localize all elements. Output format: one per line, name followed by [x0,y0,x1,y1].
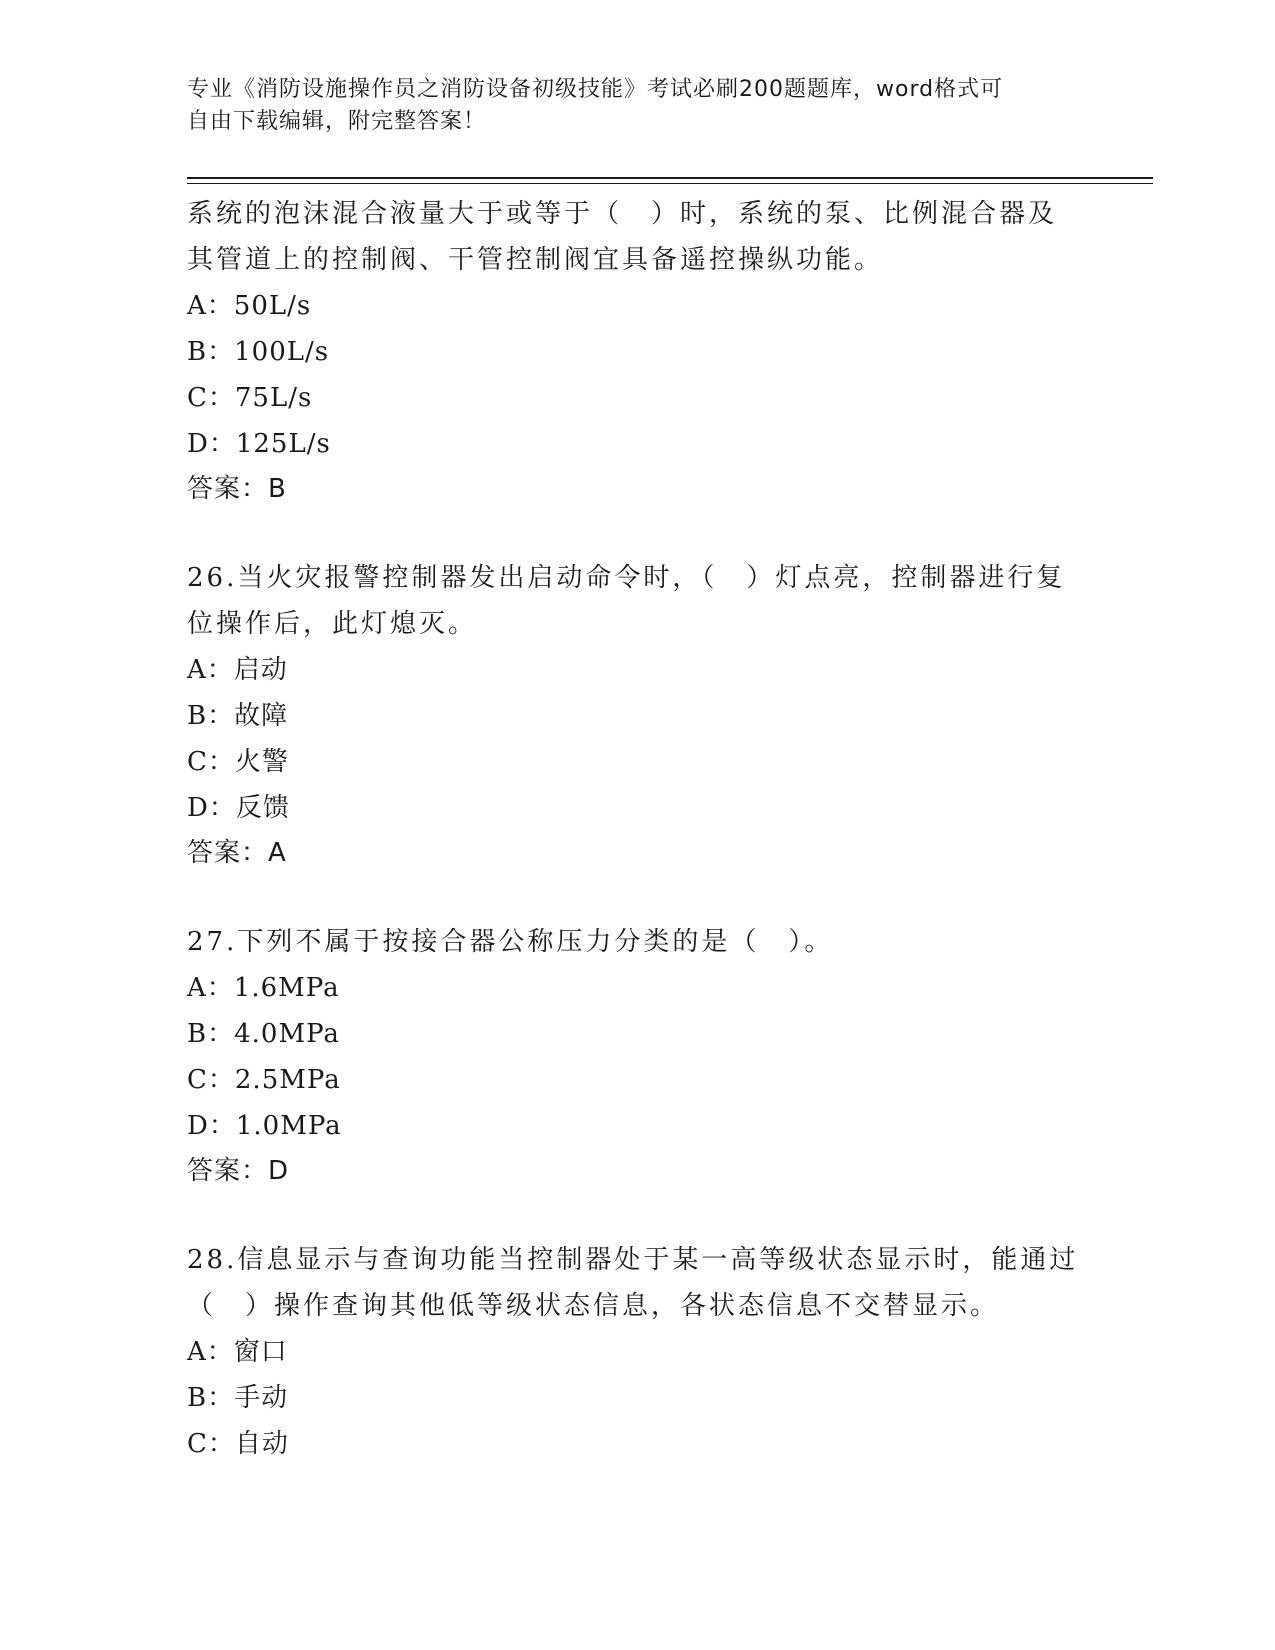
option-d: D：1.0MPa [187,1111,342,1141]
option-a: A：50L/s [187,291,312,321]
answer-text: 答案：D [187,1156,290,1186]
option-b: B：手动 [187,1383,289,1413]
option-c: C：75L/s [187,383,313,413]
option-c: C：火警 [187,747,289,777]
option-c: C：自动 [187,1429,289,1459]
question-block [187,191,1087,511]
option-d: D：125L/s [187,429,331,459]
question-block [187,919,1087,1193]
question-list [187,191,1087,1467]
option-b: B：故障 [187,701,289,731]
answer-text: 答案：B [187,474,287,504]
question-text-line: 28.信息显示与查询功能当控制器处于某一高等级状态显示时，能通过 [187,1245,1079,1275]
spacer [187,1193,1087,1237]
option-c: C：2.5MPa [187,1065,341,1095]
question-block [187,555,1087,875]
answer-text: 答案：A [187,838,287,868]
header-divider-thin [187,183,1153,184]
question-text-line: 位操作后，此灯熄灭。 [187,609,478,639]
option-b: B：4.0MPa [187,1019,340,1049]
option-a: A：1.6MPa [187,973,340,1003]
header-divider-thick [187,177,1153,179]
question-block [187,1237,1087,1467]
option-a: A：窗口 [187,1337,288,1367]
question-text-line: 27.下列不属于按接合器公称压力分类的是（ ）。 [187,927,834,957]
question-text-line: 系统的泡沫混合液量大于或等于（ ）时，系统的泵、比例混合器及 [187,199,1058,229]
option-a: A：启动 [187,655,288,685]
option-b: B：100L/s [187,337,330,367]
header-line-2: 自由下载编辑，附完整答案！ [187,109,487,134]
question-text-line: （ ）操作查询其他低等级状态信息，各状态信息不交替显示。 [187,1291,1000,1321]
question-text-line: 26.当火灾报警控制器发出启动命令时，（ ）灯点亮，控制器进行复 [187,563,1066,593]
header-line-1: 专业《消防设施操作员之消防设备初级技能》考试必刷200题题库，word格式可 [187,77,1004,102]
option-d: D：反馈 [187,793,290,823]
spacer [187,511,1087,555]
spacer [187,875,1087,919]
question-text-line: 其管道上的控制阀、干管控制阀宜具备遥控操纵功能。 [187,245,884,275]
document-header [187,74,1087,138]
